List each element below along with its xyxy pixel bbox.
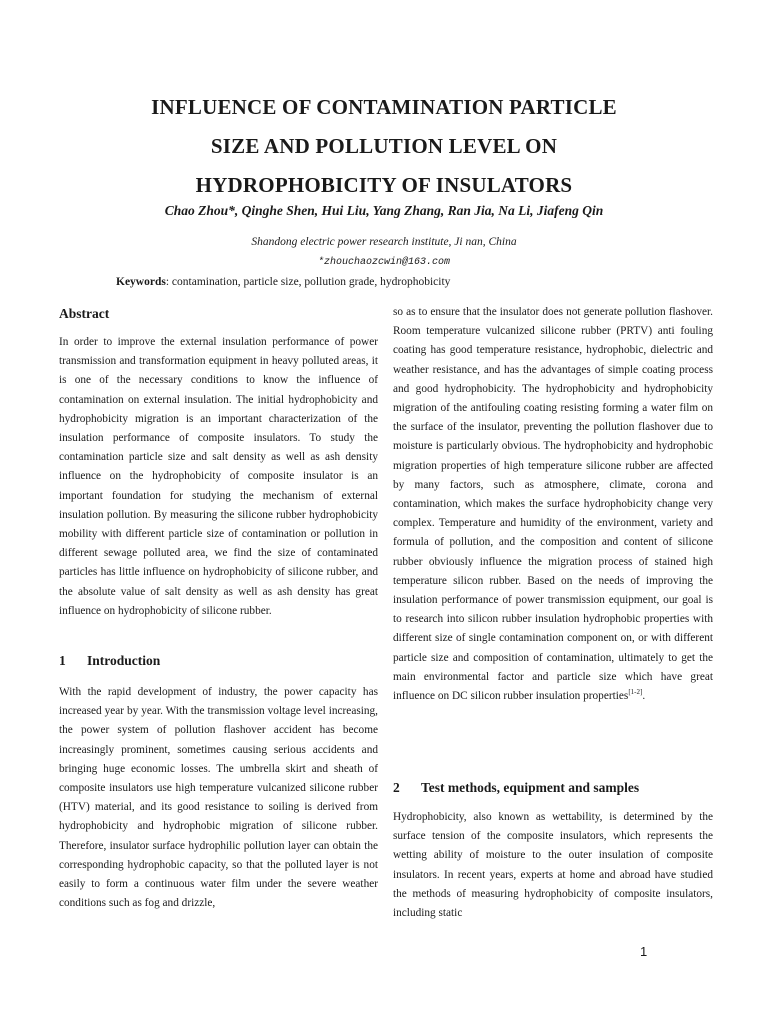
section-1-title: Introduction (87, 653, 161, 668)
section-1-heading (59, 653, 160, 669)
page-number: 1 (640, 944, 648, 959)
section-2-paragraph: Hydrophobicity, also known as wettability, is determined by the surface tension of the composite insulators, which represents the wetting ability of moisture to the outer insulation of composite insulators. In recent years, experts at home and abroad have studied the methods of measuring hydrophobicity of composite insulators, including static (393, 811, 713, 920)
citation-ref: [1-2] (628, 688, 643, 697)
keywords-line (116, 276, 450, 288)
section-2-heading (393, 780, 639, 796)
author-list: Chao Zhou*, Qinghe Shen, Hui Liu, Yang Zhang, Ran Jia, Na Li, Jiafeng Qin (164, 203, 604, 218)
right-column-end: . (642, 690, 646, 703)
title-line-2: SIZE AND POLLUTION LEVEL ON (210, 134, 558, 158)
abstract-paragraph: In order to improve the external insulation performance of power transmission and transformation equipment in heavy polluted areas, it is one of the necessary conditions to know the influence of contamination on external insulation. The initial hydrophobicity and hydrophobicity migration is an important characterization of the insulation performance of composite insulators. To study the contamination particle size and salt density as well as ash density influence on the hydrophobicity of composite insulator is an important foundation for studying the mechanism of external insulation pollution. By measuring the silicone rubber hydrophobicity mobility with different particle size of contamination or pollution in different sewage polluted area, we find the size of contaminated particles has little influence on hydrophobicity of silicone rubber, and the absolute value of salt density as well as ash density has great influence on hydrophobicity of silicone rubber. (59, 336, 378, 617)
corresponding-email: *zhouchaozcwin@163.com (317, 257, 451, 268)
introduction-body (59, 683, 378, 913)
right-column-paragraph (393, 303, 713, 706)
right-column-text: so as to ensure that the insulator does not generate pollution flashover. Room temperature vulcanized silicone rubber (PRTV) anti fouling coating has good temperature resistance, hydrophobic, dielectric and weather resistance, and has the advantages of simple coating process and good hydrophobicity. The hydrophobicity and hydrophobicity migration of the antifouling coating resisting forming a water film on the surface of the insulator, preventing the pollution flashover due to moisture is particularly obvious. The hydrophobicity and hydrophobic migration properties of high temperature silicone rubber are affected by many factors, such as atmosphere, climate, corona and contamination, which makes the surface hydrophobicity change very complex. Temperature and humidity of the environment, variety and formula of pollution, and the composition and content of silicone rubber obviously influence the migration process of stained high temperature silicon rubber. Based on the needs of improving the insulation performance of power transmission equipment, our goal is to research into silicon rubber insulation hydrophobic properties with different size of single contamination component on, or with different particle size and composition of contamination, ultimately to get the main environmental factor and particle size which have great influence on DC silicon rubber insulation properties (393, 306, 713, 703)
keywords-text: : contamination, particle size, pollution grade, hydrophobicity (165, 276, 451, 288)
abstract-heading: Abstract (59, 306, 110, 321)
section-1-number: 1 (59, 653, 66, 668)
right-column-body (393, 303, 713, 706)
section-2-number: 2 (393, 780, 400, 795)
abstract-body (59, 333, 378, 621)
section-2-body (393, 808, 713, 923)
title-line-1: INFLUENCE OF CONTAMINATION PARTICLE (151, 95, 617, 119)
keywords-label: Keywords (116, 276, 166, 288)
section-2-title: Test methods, equipment and samples (421, 780, 640, 795)
introduction-paragraph: With the rapid development of industry, the power capacity has increased year by year. With the transmission voltage level increasing, the power system of pollution flashover accident has become increasingly prominent, sometimes causing serious accidents and bringing huge economic losses. The umbrella skirt and sheath of composite insulators use high temperature vulcanized silicone rubber (HTV) material, and its good resistance to soiling is derived from hydrophobicity and hydrophobic migration of silicone rubber. Therefore, insulator surface hydrophilic pollution layer can obtain the corresponding hydrophobic capacity, so that the polluted layer is not easily to form a continuous water film under the severe weather conditions such as fog and drizzle, (59, 686, 378, 910)
affiliation: Shandong electric power research institute, Ji nan, China (251, 236, 517, 248)
title-line-3: HYDROPHOBICITY OF INSULATORS (195, 173, 573, 197)
